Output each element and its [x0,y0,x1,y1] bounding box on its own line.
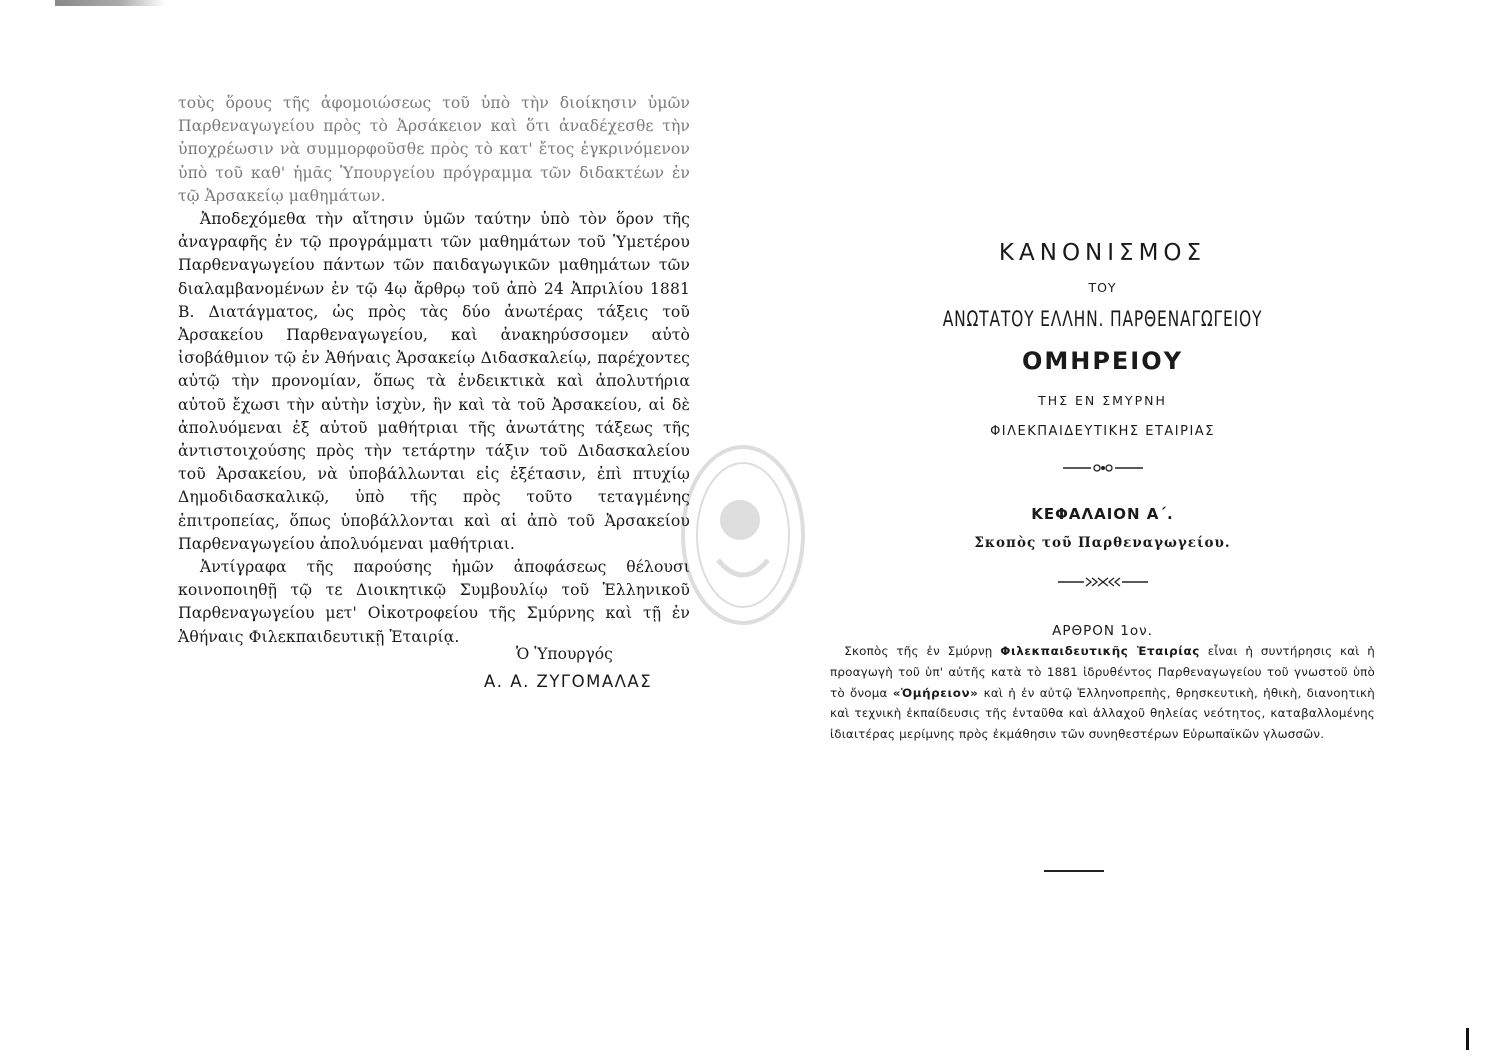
society-line: ΦΙΛΕΚΠΑΙΔΕΥΤΙΚΗΣ ΕΤΑΙΡΙΑΣ [990,424,1215,439]
scan-edge-mark [1466,1028,1469,1050]
article-text-1: Σκοπὸς τῆς ἐν Σμύρνῃ [844,644,993,658]
right-page [830,230,1375,850]
regulation-title: ΚΑΝΟΝΙΣΜΟΣ [998,240,1207,266]
copies-paragraph: Ἀντίγραφα τῆς παρούσης ἡμῶν ἀποφάσεως θέλουσι κοινοποιηθῇ τῷ τε Διοικητικῷ Συμβουλίῳ τοῦ Ἑλληνικοῦ Παρθεναγωγείου μετ' Οἰκοτροφείου τῆς Σμύρνης καὶ τῇ ἐν Ἀθήναις Φιλεκπαιδευτικῇ Ἑταιρίᾳ. [178,558,690,646]
end-rule [1044,870,1104,872]
title-article: ΤΟΥ [1088,280,1117,295]
signature-name: Α. Α. ΖΥΓΟΜΑΛΑΣ [484,672,653,691]
faded-paragraph: τοὺς ὅρους τῆς ἀφομοιώσεως τοῦ ὑπὸ τὴν διοίκησιν ὑμῶν Παρθεναγωγείου πρὸς τὸ Ἀρσάκειον καὶ ὅτι ἀναδέχεσθε τὴν ὑποχρέωσιν νὰ συμμορφοῦσθε πρὸς τὸ κατ' ἔτος ἐγκρινόμενον ὑπὸ τοῦ καθ' ἡμᾶς Ὑπουργείου πρόγραμμα τῶν διδακτέων ἐν τῷ Ἀρσακείῳ μαθημάτων. [178,94,690,205]
school-name: ΑΝΩΤΑΤΟΥ ΕΛΛΗΝ. ΠΑΡΘΕΝΑΓΩΓΕΙΟΥ [942,307,1263,331]
chapter-subtitle: Σκοπὸς τοῦ Παρθεναγωγείου. [974,535,1231,551]
location-line: ΤΗΣ ΕΝ ΣΜΥΡΝΗ [1038,393,1167,408]
chapter-heading: ΚΕΦΑΛΑΙΟΝ Α΄. [1031,505,1174,523]
article-text-2: εἶναι ἡ συντήρησις καὶ ἡ προαγωγὴ τοῦ ὑπ' αὐτῆς κατὰ τὸ 1881 ἱδρυθέντος Παρθεναγωγείου τοῦ γνωστοῦ ὑπὸ τὸ ὄνομα [830,644,1375,700]
ornament-divider-1 [1063,461,1143,475]
library-seal-watermark [678,440,808,630]
ornament-divider-2 [1058,575,1148,589]
school-title: ΟΜΗΡΕΙΟΥ [1021,347,1184,375]
signature-role: Ὁ Ὑπουργός [516,645,613,663]
article-body [830,641,1375,745]
article-text-3: καὶ ἡ ἐν αὐτῷ Ἑλληνοπρεπὴς, θρησκευτικὴ, ἠθικὴ, διανοητικὴ καὶ τεχνικὴ ἐκπαίδευσις τῆς ἐνταῦθα καὶ ἀλλαχοῦ θηλείας νεότητος, καταβαλλομένης ἰδιαιτέρας μερίμνης πρὸς ἐκμάθησιν τῶν συνηθεστέρων Εὐρωπαϊκῶν γλωσσῶν. [830,685,1375,742]
left-page [178,92,690,712]
school-name-bold: «Ὁμήρειον» [892,685,979,700]
article-heading: ΑΡΘΡΟΝ 1ον. [1052,623,1153,639]
acceptance-paragraph: Ἀποδεχόμεθα τὴν αἴτησιν ὑμῶν ταύτην ὑπὸ τὸν ὅρον τῆς ἀναγραφῆς ἐν τῷ προγράμματι τῶν μαθημάτων τοῦ Ὑμετέρου Παρθεναγωγείου πάντων τῶν παιδαγωγικῶν μαθημάτων τῶν διαλαμβανομένων ἐν τῷ 4ῳ ἄρθρῳ τοῦ ἀπὸ 24 Ἀπριλίου 1881 Β. Διατάγματος, ὡς πρὸς τὰς δύο ἀνωτέρας τάξεις τοῦ Ἀρσακείου Παρθεναγωγείου, καὶ ἀνακηρύσσομεν αὐτὸ ἰσοβάθμιον τῷ ἐν Ἀθήναις Ἀρσακείῳ Διδασκαλείῳ, παρέχοντες αὐτῷ τὴν προνομίαν, ὅπως τὰ ἐνδεικτικὰ καὶ ἀπολυτήρια αὐτοῦ ἔχωσι τὴν αὐτὴν ἰσχὺν, ἣν καὶ τὰ τοῦ Ἀρσακείου, αἱ δὲ ἀπολυόμεναι ἐξ αὐτοῦ μαθήτριαι τῆς ἀνωτάτης τάξεως τῆς ἀντιστοιχούσης πρὸς τὴν τετάρτην τάξιν τοῦ Διδασκαλείου τοῦ Ἀρσακείου, νὰ ὑποβάλλωνται εἰς ἐξέτασιν, ἐπὶ πτυχίῳ Δημοδιδασκαλικῷ, ὑπὸ τῆς πρὸς τοῦτο τεταγμένης ἐπιτροπείας, ὅπως ὑποβάλλονται καὶ αἱ ἀπὸ τοῦ Ἀρσακείου Παρθεναγωγείου ἀπολυόμεναι μαθήτριαι. [178,210,690,553]
society-name-bold: Φιλεκπαιδευτικῆς Ἑταιρίας [1000,644,1200,658]
scan-smudge [55,0,165,6]
